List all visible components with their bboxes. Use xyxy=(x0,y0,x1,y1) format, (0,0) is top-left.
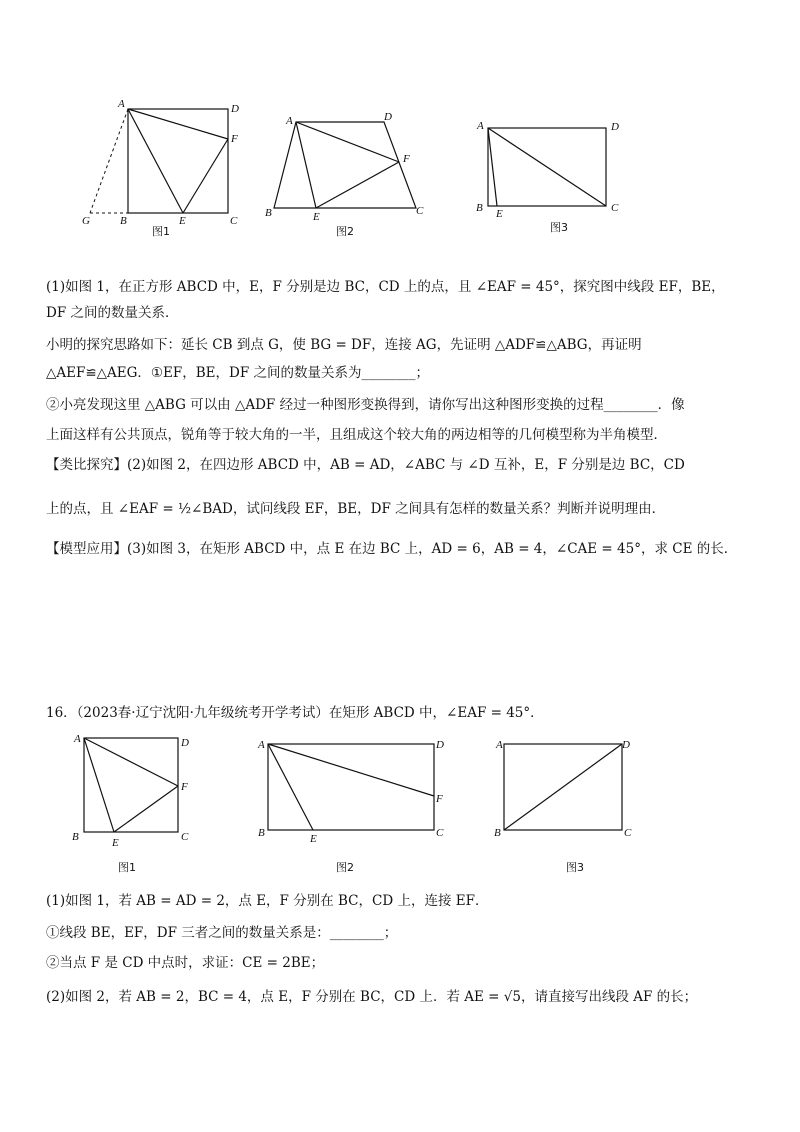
p15-line-3: 小明的探究思路如下：延长 CB 到点 G，使 BG = DF，连接 AG，先证明 △ADF≌△ABG，再证明 xyxy=(46,337,642,353)
svg-text:B: B xyxy=(258,827,265,839)
svg-text:A: A xyxy=(477,120,484,132)
p15-line-8: 上的点，且 ∠EAF = ½∠BAD，试问线段 EF，BE，DF 之间具有怎样的数量关系？判断并说明理由． xyxy=(46,501,666,517)
p16-rectangle-ABCD xyxy=(268,744,434,830)
svg-text:C: C xyxy=(436,827,444,839)
svg-text:C: C xyxy=(181,831,189,843)
p15-line-4: △AEF≌△AEG．①EF，BE，DF 之间的数量关系为________； xyxy=(46,365,430,381)
svg-text:C: C xyxy=(416,205,424,217)
p15-line-7: 【类比探究】(2)如图 2，在四边形 ABCD 中，AB = AD，∠ABC 与 ∠D 互补，E，F 分别是边 BC，CD xyxy=(46,457,685,473)
p15-line-5: ②小亮发现这里 △ABG 可以由 △ADF 经过一种图形变换得到，请你写出这种图形变换的过程________．像 xyxy=(46,397,685,413)
p16-caption-fig3: 图3 xyxy=(566,861,584,874)
p16-line-2: ①线段 BE，EF，DF 三者之间的数量关系是：________； xyxy=(46,925,398,941)
svg-text:A: A xyxy=(496,739,503,751)
svg-text:F: F xyxy=(181,781,188,793)
p16-line-3: ②当点 F 是 CD 中点时，求证：CE = 2BE； xyxy=(46,955,325,971)
figure-3-rectangle xyxy=(466,112,636,242)
p16-figure-2 xyxy=(256,734,456,874)
p15-line-2: DF 之间的数量关系． xyxy=(46,305,179,321)
svg-text:B: B xyxy=(72,831,79,843)
p16-square-ABCD xyxy=(84,738,178,832)
p15-line-1: (1)如图 1，在正方形 ABCD 中，E，F 分别是边 BC，CD 上的点，且 ∠EAF = 45°，探究图中线段 EF，BE， xyxy=(46,279,725,295)
svg-text:F: F xyxy=(231,133,238,145)
svg-text:D: D xyxy=(231,103,239,115)
svg-text:A: A xyxy=(258,739,265,751)
svg-text:C: C xyxy=(624,827,632,839)
svg-text:E: E xyxy=(179,215,186,227)
svg-text:D: D xyxy=(611,121,619,133)
svg-text:D: D xyxy=(622,739,630,751)
svg-text:B: B xyxy=(494,827,501,839)
svg-text:F: F xyxy=(436,793,443,805)
svg-text:C: C xyxy=(611,202,619,214)
svg-text:D: D xyxy=(384,111,392,123)
svg-text:B: B xyxy=(265,207,272,219)
caption-fig3: 图3 xyxy=(550,221,568,234)
p16-caption-fig2: 图2 xyxy=(336,861,354,874)
p15-line-9: 【模型应用】(3)如图 3，在矩形 ABCD 中，点 E 在边 BC 上，AD = 6，AB = 4，∠CAE = 45°，求 CE 的长． xyxy=(46,541,738,557)
svg-text:E: E xyxy=(310,833,317,845)
p16-figure-3 xyxy=(488,734,648,874)
svg-text:E: E xyxy=(496,208,503,220)
figure-1-square xyxy=(80,95,250,245)
figure-2-quadrilateral xyxy=(258,108,438,248)
svg-text:A: A xyxy=(286,115,293,127)
problem-16-text xyxy=(46,890,766,1016)
svg-text:B: B xyxy=(120,215,127,227)
svg-text:B: B xyxy=(476,202,483,214)
problem-15-text xyxy=(46,276,766,566)
p16-figure-1 xyxy=(68,728,198,878)
svg-text:C: C xyxy=(230,215,238,227)
problem-16-heading: 16．（2023春·辽宁沈阳·九年级统考开学考试）在矩形 ABCD 中，∠EAF = 45°． xyxy=(46,705,544,721)
dashed-line-AG xyxy=(90,109,128,213)
svg-text:G: G xyxy=(82,215,90,227)
svg-text:E: E xyxy=(313,211,320,223)
svg-text:A: A xyxy=(118,98,125,110)
svg-text:F: F xyxy=(403,153,410,165)
caption-fig2: 图2 xyxy=(336,225,354,238)
svg-text:E: E xyxy=(112,837,119,849)
p16-caption-fig1: 图1 xyxy=(118,861,136,874)
p15-line-6: 上面这样有公共顶点，锐角等于较大角的一半，且组成这个较大角的两边相等的几何模型称为半角模型． xyxy=(46,427,667,443)
caption-fig1: 图1 xyxy=(152,225,170,238)
svg-text:D: D xyxy=(181,737,189,749)
p16-line-4: (2)如图 2，若 AB = 2，BC = 4，点 E，F 分别在 BC，CD 上．若 AE = √5，请直接写出线段 AF 的长； xyxy=(46,989,698,1005)
svg-text:D: D xyxy=(436,739,444,751)
p16-line-1: (1)如图 1，若 AB = AD = 2，点 E，F 分别在 BC，CD 上，连接 EF． xyxy=(46,893,489,909)
svg-text:A: A xyxy=(74,733,81,745)
